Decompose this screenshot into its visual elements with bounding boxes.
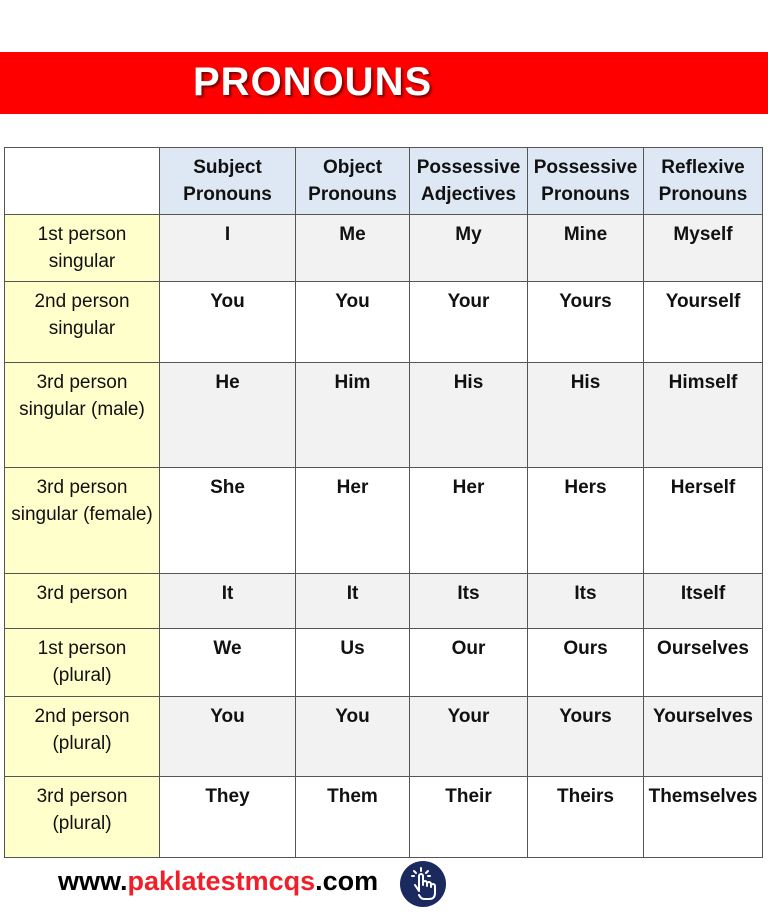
pronouns-table — [4, 147, 763, 858]
cell-possessive-pronoun: Yours — [528, 697, 644, 777]
header-object: Object Pronouns — [296, 148, 410, 215]
url-prefix: www. — [58, 866, 128, 896]
row-label: 2nd person (plural) — [5, 697, 160, 777]
cell-possessive-pronoun: Ours — [528, 629, 644, 697]
table-row — [5, 282, 763, 363]
cell-possessive-pronoun: His — [528, 363, 644, 468]
table-row — [5, 215, 763, 282]
cell-subject: You — [160, 697, 296, 777]
header-reflexive: Reflexive Pronouns — [644, 148, 763, 215]
header-blank — [5, 148, 160, 215]
footer-url[interactable] — [58, 866, 378, 897]
cell-possessive-adjective: Its — [410, 574, 528, 629]
cell-possessive-pronoun: Mine — [528, 215, 644, 282]
cell-possessive-pronoun: Its — [528, 574, 644, 629]
pointing-hand-icon — [400, 861, 446, 907]
page-title: PRONOUNS — [193, 60, 433, 104]
cell-reflexive: Itself — [644, 574, 763, 629]
cell-subject: You — [160, 282, 296, 363]
cell-reflexive: Myself — [644, 215, 763, 282]
table-row — [5, 697, 763, 777]
table-row — [5, 363, 763, 468]
cell-reflexive: Yourselves — [644, 697, 763, 777]
cell-object: Her — [296, 468, 410, 574]
table-row — [5, 468, 763, 574]
url-suffix: .com — [315, 866, 379, 896]
row-label: 3rd person — [5, 574, 160, 629]
cell-object: Us — [296, 629, 410, 697]
cell-possessive-adjective: My — [410, 215, 528, 282]
cell-reflexive: Ourselves — [644, 629, 763, 697]
row-label: 3rd person singular (female) — [5, 468, 160, 574]
header-possessive-adjectives: Possessive Adjectives — [410, 148, 528, 215]
cell-object: It — [296, 574, 410, 629]
cell-possessive-adjective: Your — [410, 282, 528, 363]
cell-subject: She — [160, 468, 296, 574]
cell-possessive-pronoun: Hers — [528, 468, 644, 574]
cell-object: Them — [296, 777, 410, 858]
row-label: 1st person (plural) — [5, 629, 160, 697]
cell-object: You — [296, 282, 410, 363]
cell-subject: He — [160, 363, 296, 468]
table-row — [5, 777, 763, 858]
cell-subject: We — [160, 629, 296, 697]
cell-possessive-adjective: Their — [410, 777, 528, 858]
row-label: 3rd person (plural) — [5, 777, 160, 858]
cell-subject: I — [160, 215, 296, 282]
cell-possessive-pronoun: Yours — [528, 282, 644, 363]
row-label: 1st person singular — [5, 215, 160, 282]
table-row — [5, 629, 763, 697]
cell-possessive-adjective: His — [410, 363, 528, 468]
header-subject: Subject Pronouns — [160, 148, 296, 215]
cell-possessive-adjective: Her — [410, 468, 528, 574]
cell-subject: They — [160, 777, 296, 858]
cell-reflexive: Himself — [644, 363, 763, 468]
cell-reflexive: Themselves — [644, 777, 763, 858]
url-site: paklatestmcqs — [127, 866, 316, 896]
header-row — [5, 148, 763, 215]
cell-possessive-pronoun: Theirs — [528, 777, 644, 858]
cell-reflexive: Yourself — [644, 282, 763, 363]
row-label: 3rd person singular (male) — [5, 363, 160, 468]
row-label: 2nd person singular — [5, 282, 160, 363]
cell-reflexive: Herself — [644, 468, 763, 574]
cell-object: Me — [296, 215, 410, 282]
cell-possessive-adjective: Your — [410, 697, 528, 777]
table-row — [5, 574, 763, 629]
cell-possessive-adjective: Our — [410, 629, 528, 697]
cell-subject: It — [160, 574, 296, 629]
cell-object: You — [296, 697, 410, 777]
cell-object: Him — [296, 363, 410, 468]
header-possessive-pronouns: Possessive Pronouns — [528, 148, 644, 215]
